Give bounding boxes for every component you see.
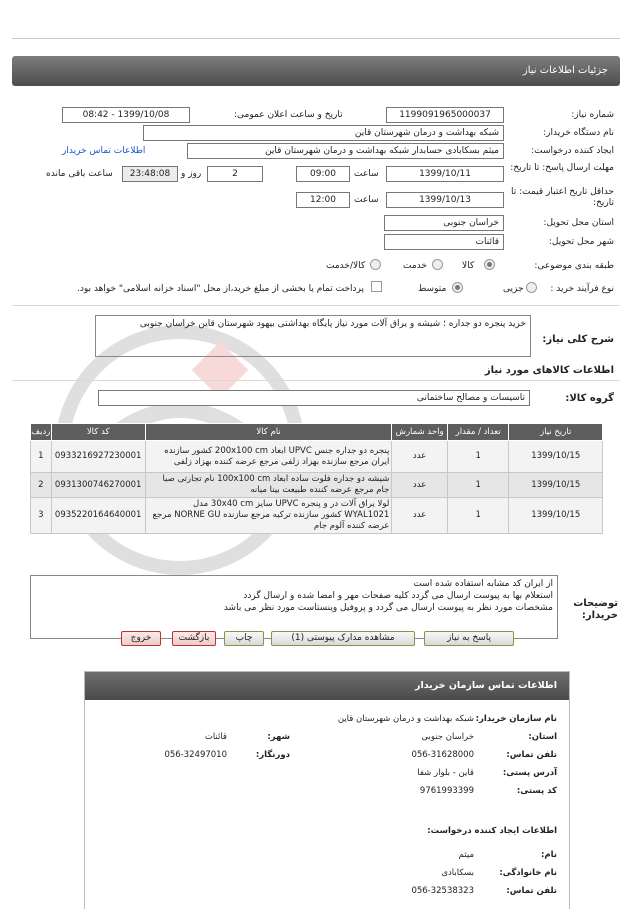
table-row bbox=[31, 498, 603, 534]
need-number-field: 1199091965000037 bbox=[386, 107, 504, 123]
category-option-service: خدمت bbox=[403, 261, 427, 271]
goods-group-label: گروه کالا: bbox=[565, 393, 614, 404]
creator-phone-label: تلفن تماس: bbox=[506, 886, 557, 896]
exit-button[interactable]: خروج bbox=[121, 631, 161, 646]
col-quantity: تعداد / مقدار bbox=[447, 424, 509, 441]
cell-name: لولا یراق آلات در و پنجره UPVC سایز 30x40 cm مدل WYAL1021 کشور سازنده ترکیه مرجع سازنده NORNE GU مرجع عرضه کننده آلوم جام bbox=[145, 498, 392, 534]
top-divider bbox=[12, 38, 620, 43]
city-label: شهر: bbox=[267, 732, 290, 742]
remaining-time-field: 23:48:08 bbox=[122, 166, 178, 182]
fax-value: 056-32497010 bbox=[164, 750, 227, 760]
table-row bbox=[31, 441, 603, 473]
buyer-contact-card bbox=[84, 671, 570, 909]
price-validity-label: حداقل تاریخ اعتبار قیمت: تا تاریخ: bbox=[511, 187, 614, 208]
deadline-time-field: 09:00 bbox=[296, 166, 350, 182]
deadline-time-label: ساعت bbox=[354, 169, 379, 179]
summary-label: شرح کلی نیاز: bbox=[542, 334, 614, 345]
goods-info-title: اطلاعات کالاهای مورد نیاز bbox=[484, 365, 614, 376]
cell-name: پنجره دو جداره جنس UPVC ابعاد 200x100 cm کشور سازنده ایران مرجع سازنده بهزاد زلفی مرجع عرضه کننده بهزاد زلفی bbox=[145, 441, 392, 473]
first-name-value: میثم bbox=[458, 850, 474, 860]
process-option-minor: جزیی bbox=[503, 284, 524, 294]
reply-to-need-button[interactable]: پاسخ به نیاز bbox=[424, 631, 514, 646]
divider bbox=[12, 380, 620, 381]
back-button[interactable]: بازگشت bbox=[172, 631, 216, 646]
category-option-goods: کالا bbox=[462, 261, 475, 271]
requester-label: ایجاد کننده درخواست: bbox=[531, 146, 614, 156]
city-value: قائنات bbox=[204, 732, 227, 742]
requester-field: میثم بسکابادی حسابدار شبکه بهداشت و درمان شهرستان قاین bbox=[187, 143, 504, 159]
org-value: شبکه بهداشت و درمان شهرستان قاین bbox=[337, 714, 474, 724]
price-validity-time-label: ساعت bbox=[354, 195, 379, 205]
divider bbox=[12, 305, 620, 306]
print-button[interactable]: چاپ bbox=[224, 631, 264, 646]
goods-group-field: تاسیسات و مصالح ساختمانی bbox=[98, 390, 530, 406]
buyer-notes-label: توضیحات خریدار: bbox=[573, 598, 618, 621]
col-unit: واحد شمارش bbox=[392, 424, 447, 441]
category-radio-service[interactable] bbox=[432, 259, 443, 270]
city-label: شهر محل تحویل: bbox=[548, 237, 614, 247]
table-header-row bbox=[31, 424, 603, 441]
city-field: قائنات bbox=[384, 234, 504, 250]
buyer-org-label: نام دستگاه خریدار: bbox=[543, 128, 614, 138]
province-label: استان: bbox=[528, 732, 557, 742]
col-need-date: تاریخ نیاز bbox=[509, 424, 603, 441]
summary-textarea: خرید پنجره دو جداره ؛ شیشه و یراق آلات مورد نیاز پایگاه بهداشتی بیهود شهرستان قاین خراسان جنوبی bbox=[95, 315, 531, 357]
address-label: آدرس پستی: bbox=[502, 768, 557, 778]
cell-code: 0933216927230001 bbox=[51, 441, 145, 473]
category-label: طبقه بندی موضوعی: bbox=[534, 261, 614, 271]
deadline-label: مهلت ارسال پاسخ: تا تاریخ: bbox=[510, 163, 614, 173]
phone-value: 056-31628000 bbox=[411, 750, 474, 760]
cell-unit: عدد bbox=[392, 473, 447, 498]
postal-code-label: کد پستی: bbox=[516, 786, 557, 796]
buyer-note-line: از ایران کد مشابه استفاده شده است bbox=[413, 579, 553, 589]
col-goods-name: نام کالا bbox=[145, 424, 392, 441]
province-field: خراسان جنوبی bbox=[384, 215, 504, 231]
cell-date: 1399/10/15 bbox=[509, 473, 603, 498]
announce-datetime-field: 1399/10/08 - 08:42 bbox=[62, 107, 190, 123]
cell-date: 1399/10/15 bbox=[509, 498, 603, 534]
price-validity-date-field: 1399/10/13 bbox=[386, 192, 504, 208]
cell-qty: 1 bbox=[447, 441, 509, 473]
process-radio-medium[interactable] bbox=[452, 282, 463, 293]
category-radio-both[interactable] bbox=[370, 259, 381, 270]
cell-row: 2 bbox=[31, 473, 52, 498]
col-row: ردیف bbox=[31, 424, 52, 441]
process-type-label: نوع فرآیند خرید : bbox=[550, 284, 614, 294]
cell-name: شیشه دو جداره فلوت ساده ابعاد 100x100 cm نام تجارتی صبا جام مرجع عرضه کننده طبیعت بینا میانه bbox=[145, 473, 392, 498]
announce-datetime-label: تاریخ و ساعت اعلان عمومی: bbox=[234, 110, 343, 120]
table-row bbox=[31, 473, 603, 498]
deadline-days-field: 2 bbox=[207, 166, 263, 182]
buyer-note-line: استعلام بها به پیوست ارسال می گردد کلیه صفحات مهر و امضا شده و ارسال گردد bbox=[243, 591, 553, 601]
items-table-wrap bbox=[30, 423, 603, 534]
postal-code-value: 9761993399 bbox=[419, 786, 474, 796]
need-number-label: شماره نیاز: bbox=[571, 110, 614, 120]
cell-row: 3 bbox=[31, 498, 52, 534]
cell-code: 0931300746270001 bbox=[51, 473, 145, 498]
org-label: نام سازمان خریدار: bbox=[475, 714, 557, 724]
cell-date: 1399/10/15 bbox=[509, 441, 603, 473]
contact-card-title: اطلاعات تماس سازمان خریدار bbox=[85, 672, 569, 700]
cell-code: 0935220164640001 bbox=[51, 498, 145, 534]
fax-label: دورنگار: bbox=[255, 750, 290, 760]
phone-label: تلفن تماس: bbox=[506, 750, 557, 760]
creator-phone-value: 056-32538323 bbox=[411, 886, 474, 896]
cell-unit: عدد bbox=[392, 498, 447, 534]
buyer-notes-textarea bbox=[30, 575, 558, 639]
price-validity-time-field: 12:00 bbox=[296, 192, 350, 208]
cell-unit: عدد bbox=[392, 441, 447, 473]
process-option-medium: متوسط bbox=[418, 284, 447, 294]
address-value: قاین - بلوار شفا bbox=[417, 768, 474, 778]
category-option-both: کالا/خدمت bbox=[326, 261, 366, 271]
remaining-time-label: ساعت باقی مانده bbox=[46, 169, 113, 179]
col-goods-code: کد کالا bbox=[51, 424, 145, 441]
buyer-note-line: مشخصات مورد نظر به پیوست ارسال می گردد و پروفیل وینستاست مورد نظر می باشد bbox=[223, 603, 553, 613]
buyer-org-field: شبکه بهداشت و درمان شهرستان قاین bbox=[143, 125, 504, 141]
province-value: خراسان جنوبی bbox=[421, 732, 474, 742]
creator-info-title: اطلاعات ایجاد کننده درخواست: bbox=[427, 826, 557, 836]
cell-qty: 1 bbox=[447, 473, 509, 498]
cell-row: 1 bbox=[31, 441, 52, 473]
last-name-label: نام خانوادگی: bbox=[499, 868, 557, 878]
last-name-value: بسکابادی bbox=[441, 868, 474, 878]
treasury-payment-note: پرداخت تمام یا بخشی از مبلغ خرید،از محل "اسناد خزانه اسلامی" خواهد بود. bbox=[76, 284, 364, 294]
deadline-days-label: روز و bbox=[181, 169, 202, 179]
cell-qty: 1 bbox=[447, 498, 509, 534]
buyer-contact-link[interactable]: اطلاعات تماس خریدار bbox=[62, 146, 146, 156]
first-name-label: نام: bbox=[540, 850, 557, 860]
view-attachments-button[interactable]: مشاهده مدارک پیوستی (1) bbox=[271, 631, 415, 646]
province-label: استان محل تحویل: bbox=[543, 218, 614, 228]
category-radio-goods[interactable] bbox=[484, 259, 495, 270]
deadline-date-field: 1399/10/11 bbox=[386, 166, 504, 182]
treasury-payment-checkbox[interactable] bbox=[371, 281, 382, 292]
process-radio-minor[interactable] bbox=[526, 282, 537, 293]
panel-title: جزئیات اطلاعات نیاز bbox=[12, 56, 620, 86]
items-table bbox=[30, 423, 603, 534]
